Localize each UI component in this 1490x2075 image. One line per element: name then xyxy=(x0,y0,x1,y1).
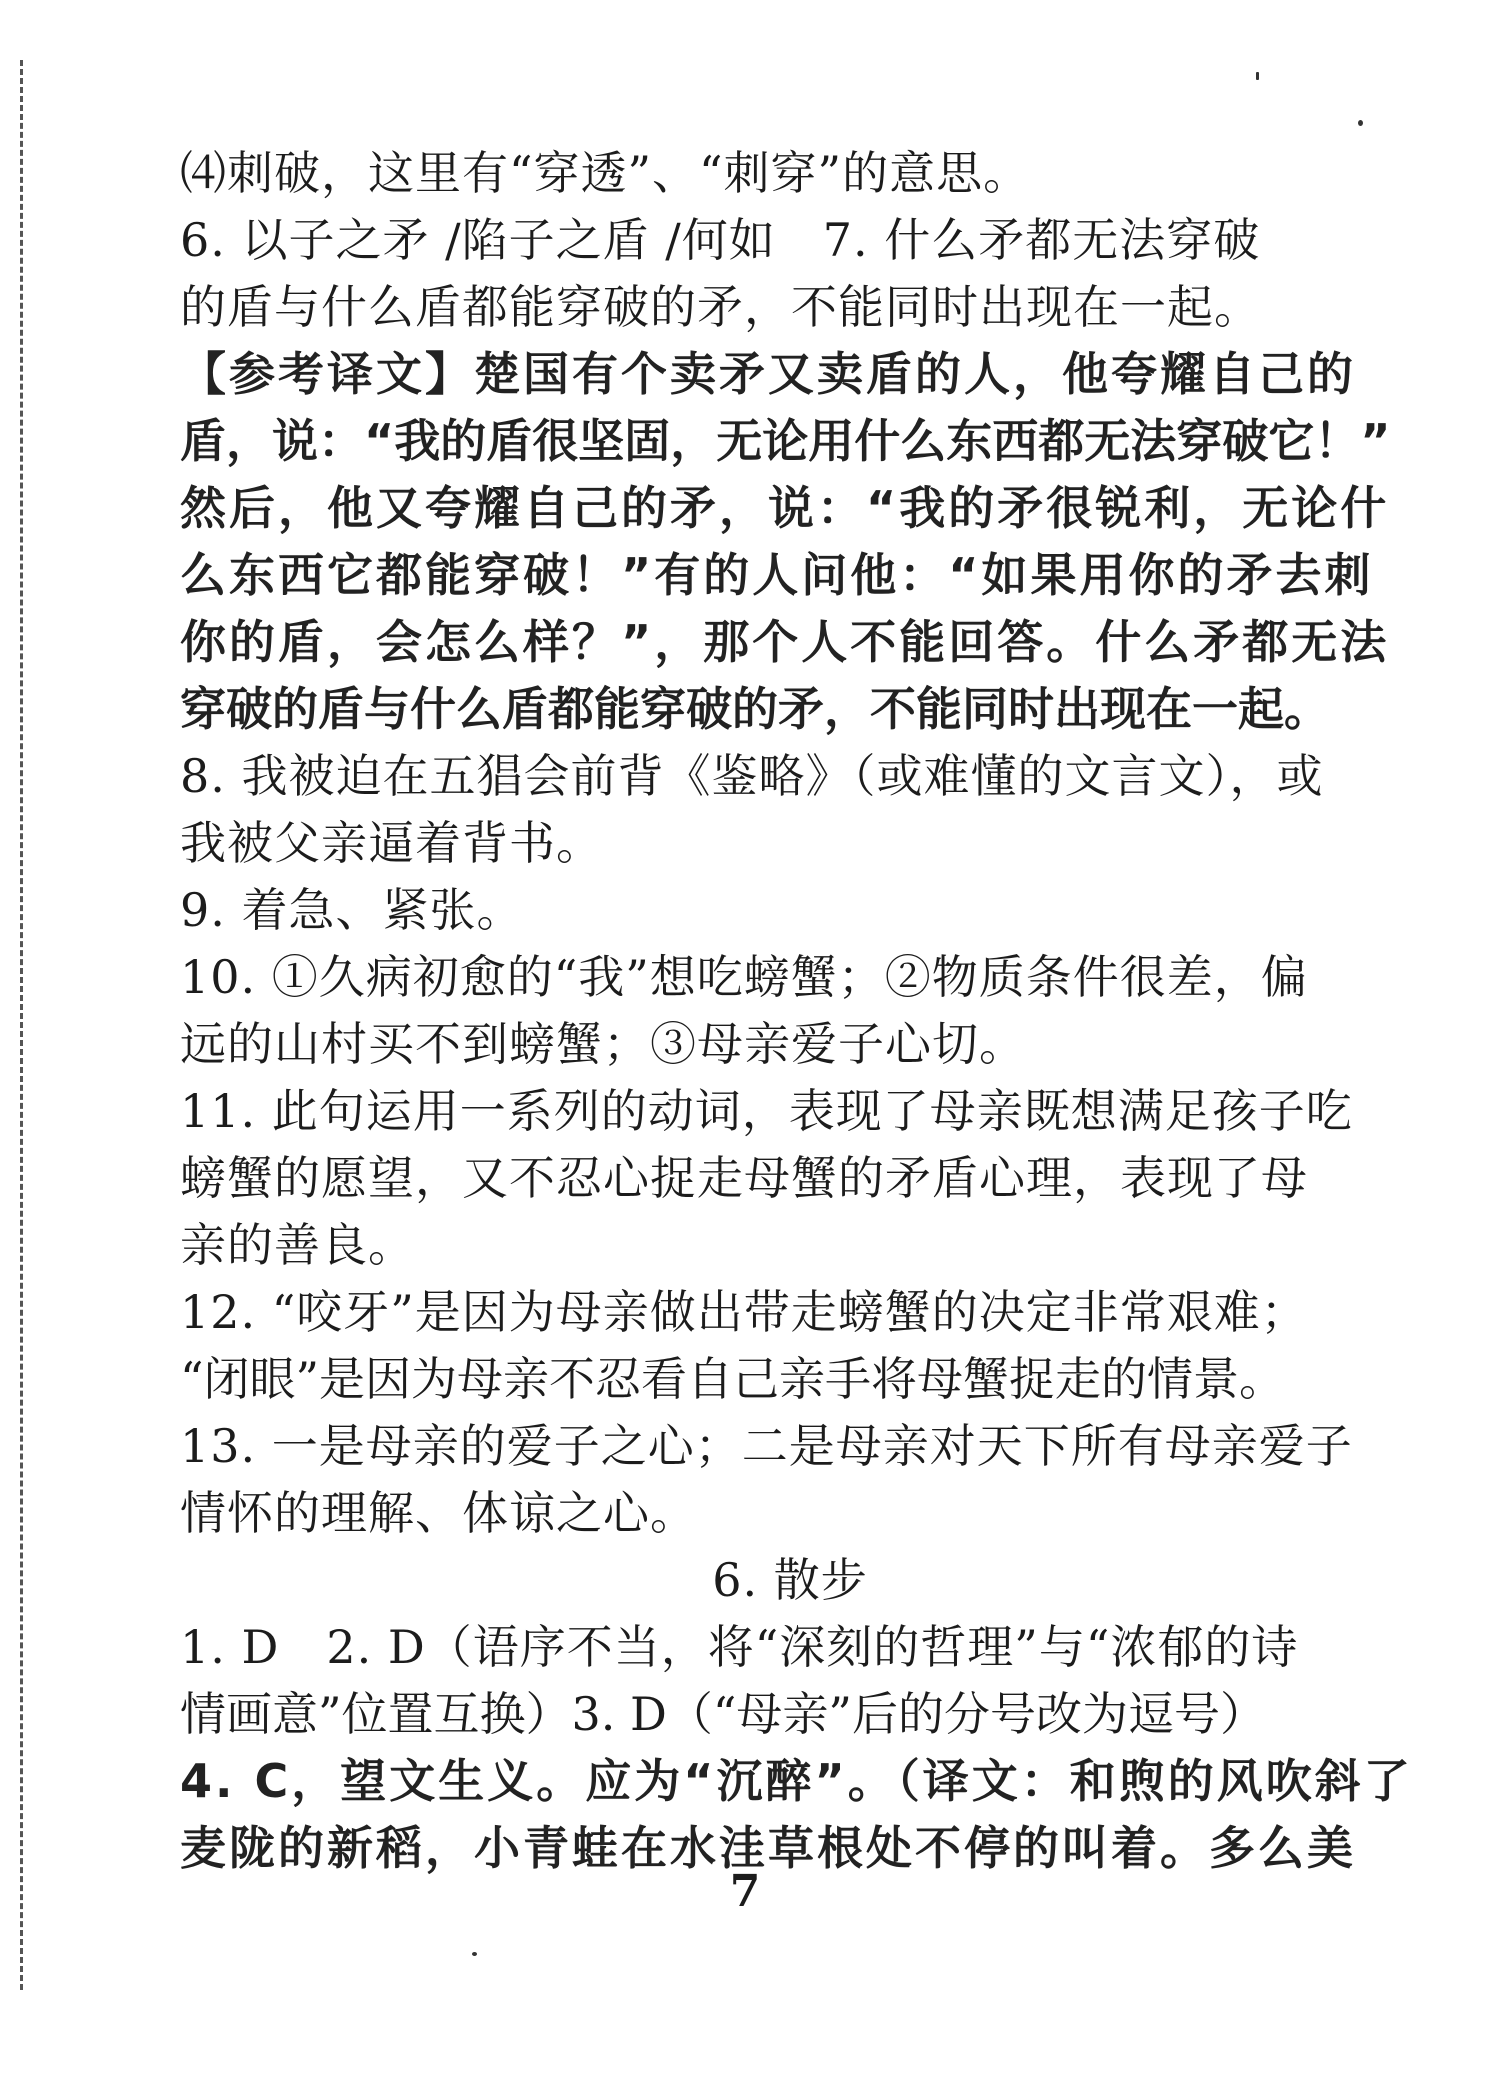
text-line: ⑷刺破，这里有“穿透”、“刺穿”的意思。 xyxy=(180,146,1031,200)
text-line: 10. ①久病初愈的“我”想吃螃蟹；②物质条件很差，偏 xyxy=(180,950,1308,1004)
text-line: 1. D 2. D（语序不当，将“深刻的哲理”与“浓郁的诗 xyxy=(180,1620,1299,1674)
section-heading: 6. 散步 xyxy=(712,1553,868,1607)
text-line: 麦陇的新稻，小青蛙在水洼草根处不停的叫着。多么美 xyxy=(180,1821,1356,1875)
translation-line: 盾，说：“我的盾很坚固，无论用什么东西都无法穿破它！” xyxy=(180,414,1391,468)
text-line: 9. 着急、紧张。 xyxy=(180,883,524,937)
text-line: “闭眼”是因为母亲不忍看自己亲手将母蟹捉走的情景。 xyxy=(180,1352,1286,1406)
text-line: 13. 一是母亲的爱子之心；二是母亲对天下所有母亲爱子 xyxy=(180,1419,1353,1473)
text-line: 远的山村买不到螃蟹；③母亲爱子心切。 xyxy=(180,1017,1026,1071)
translation-line: 你的盾，会怎么样？”，那个人不能回答。什么矛都无法 xyxy=(180,615,1390,669)
text-line: 8. 我被迫在五猖会前背《鉴略》（或难懂的文言文），或 xyxy=(180,749,1324,803)
text-line: 的盾与什么盾都能穿破的矛，不能同时出现在一起。 xyxy=(180,280,1261,334)
scan-speck xyxy=(472,1952,477,1956)
translation-line: 穿破的盾与什么盾都能穿破的矛，不能同时出现在一起。 xyxy=(180,682,1330,736)
translation-line: 然后，他又夸耀自己的矛，说：“我的矛很锐利，无论什 xyxy=(180,481,1390,535)
translation-line: 么东西它都能穿破！”有的人问他：“如果用你的矛去刺 xyxy=(180,548,1374,602)
text-line: 4. C，望文生义。应为“沉醉”。（译文：和煦的风吹斜了 xyxy=(180,1754,1413,1808)
page-number: 7 xyxy=(729,1866,761,1917)
text-line: 我被父亲逼着背书。 xyxy=(180,816,603,870)
text-line: 情画意”位置互换）3. D（“母亲”后的分号改为逗号） xyxy=(180,1687,1266,1741)
text-line: 11. 此句运用一系列的动词，表现了母亲既想满足孩子吃 xyxy=(180,1084,1353,1138)
text-line: 亲的善良。 xyxy=(180,1218,415,1272)
answer-text-body xyxy=(180,140,1413,1882)
scan-speck xyxy=(1358,120,1363,126)
text-line: 螃蟹的愿望，又不忍心捉走母蟹的矛盾心理，表现了母 xyxy=(180,1151,1308,1205)
translation-line: 【参考译文】楚国有个卖矛又卖盾的人，他夸耀自己的 xyxy=(180,347,1356,401)
text-line: 情怀的理解、体谅之心。 xyxy=(180,1486,697,1540)
text-line: 6. 以子之矛 /陷子之盾 /何如 7. 什么矛都无法穿破 xyxy=(180,213,1261,267)
binding-dashed-line xyxy=(20,60,23,1990)
scan-speck xyxy=(1256,72,1259,80)
text-line: 12. “咬牙”是因为母亲做出带走螃蟹的决定非常艰难； xyxy=(180,1285,1308,1339)
